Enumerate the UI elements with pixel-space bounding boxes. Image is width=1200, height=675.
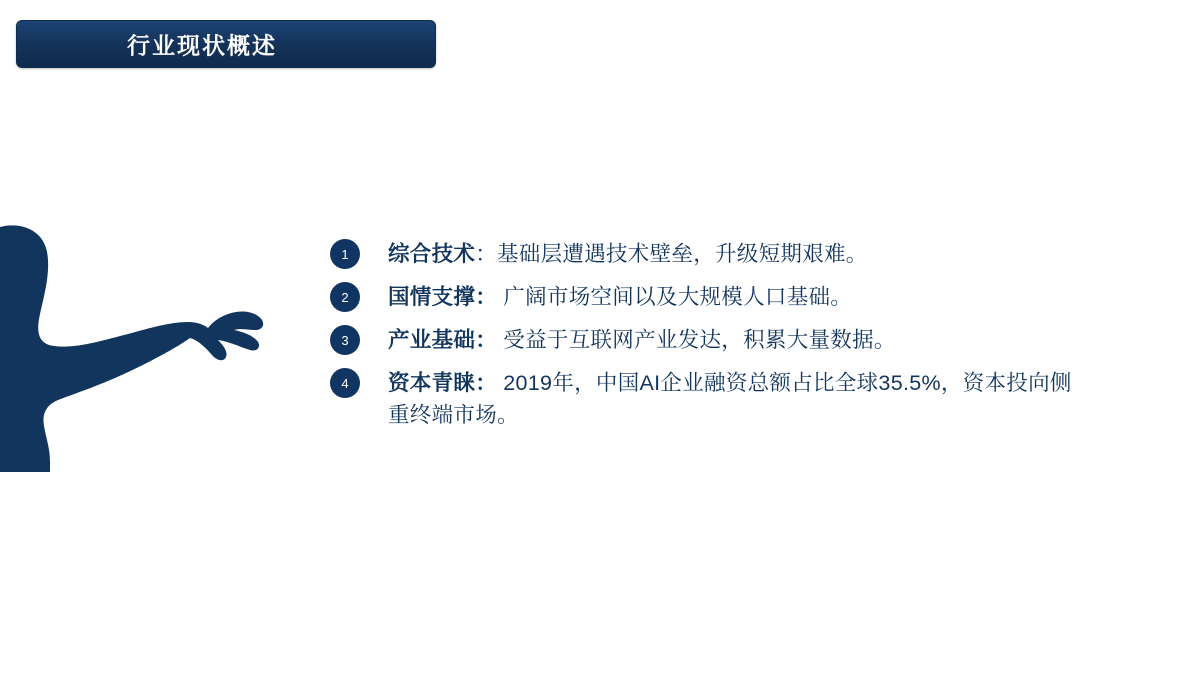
bullet-body: ：基础层遭遇技术壁垒，升级短期艰难。 bbox=[475, 242, 868, 266]
bullet-badge: 1 bbox=[330, 239, 360, 269]
bullet-list bbox=[330, 238, 1090, 442]
list-item bbox=[330, 238, 1090, 270]
list-item bbox=[330, 324, 1090, 356]
bullet-badge: 2 bbox=[330, 282, 360, 312]
title-banner bbox=[16, 20, 436, 68]
bullet-lead: 资本青睐： bbox=[388, 371, 498, 395]
bullet-content bbox=[388, 367, 1090, 431]
bullet-content bbox=[388, 238, 868, 270]
bullet-lead: 综合技术 bbox=[388, 242, 476, 266]
list-item bbox=[330, 367, 1090, 431]
bullet-body: 受益于互联网产业发达，积累大量数据。 bbox=[497, 328, 896, 352]
bullet-lead: 国情支撑： bbox=[388, 285, 498, 309]
bullet-content bbox=[388, 324, 896, 356]
bullet-badge: 3 bbox=[330, 325, 360, 355]
bullet-body: 2019年，中国AI企业融资总额占比全球35.5%，资本投向侧重终端市场。 bbox=[388, 371, 1072, 427]
bullet-badge: 4 bbox=[330, 368, 360, 398]
person-silhouette-icon bbox=[0, 222, 290, 472]
bullet-lead: 产业基础： bbox=[388, 328, 498, 352]
page-title: 行业现状概述 bbox=[127, 32, 277, 59]
list-item bbox=[330, 281, 1090, 313]
bullet-content bbox=[388, 281, 852, 313]
bullet-body: 广阔市场空间以及大规模人口基础。 bbox=[497, 285, 853, 309]
